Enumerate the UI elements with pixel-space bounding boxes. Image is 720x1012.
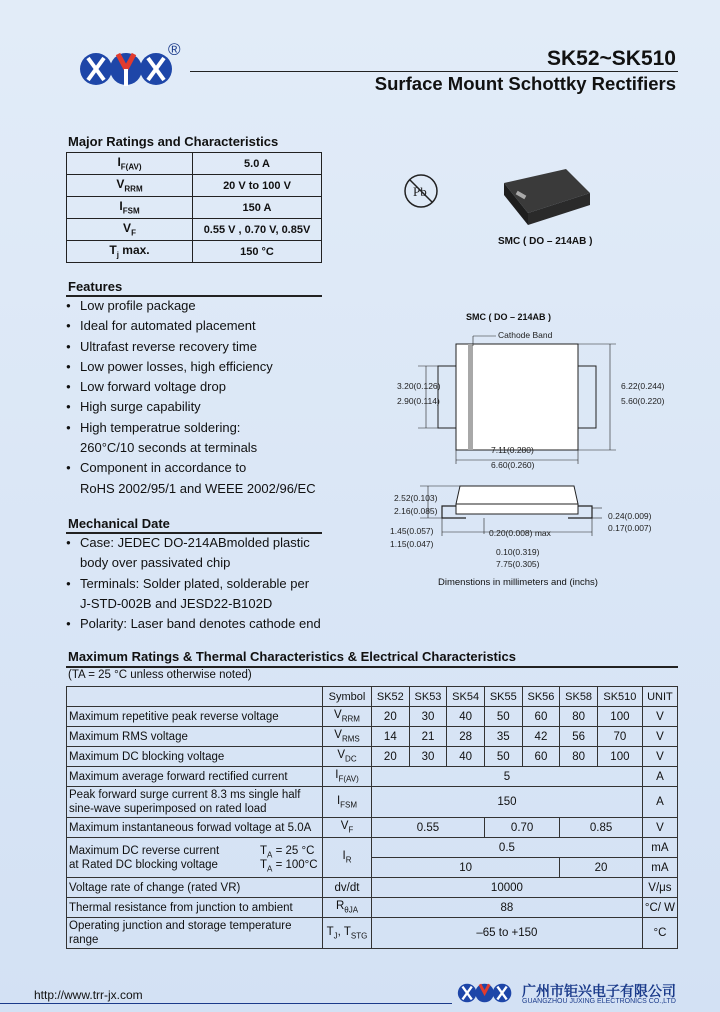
table-row: Maximum average forward rectified current $I_{F(AV)}$ 5 A <box>67 767 678 787</box>
list-item: body over passivated chip <box>80 555 231 571</box>
footer-rule <box>0 1003 452 1004</box>
major-row: $I_{F(AV)}$ 5.0 A <box>67 153 322 175</box>
list-item: ● Low forward voltage drop <box>66 377 316 397</box>
table-row: Peak forward surge current 8.3 ms single half sine-wave superimposed on rated load $I_{FSM}$ 150 A <box>67 787 678 818</box>
package-photo-icon <box>496 163 596 231</box>
list-item: 260°C/10 seconds at terminals <box>80 440 258 456</box>
list-item: ● Terminals: Solder plated, solderable per <box>66 574 321 594</box>
dim-t2: 2.16(0.085) <box>394 506 438 516</box>
table-row: 10 20 mA <box>67 858 678 878</box>
table-row: Maximum RMS voltage $V_{RMS}$ 14 21 28 35 42 56 70 V <box>67 727 678 747</box>
table-row: Maximum DC reverse current $T_A = 25$ °C at Rated DC blocking voltage $T_A = 100^\circ C$ $I_R$ 0.5 mA <box>67 838 678 858</box>
table-row: Maximum instantaneous forwad voltage at 5.0A $V_F$ 0.55 0.70 0.85 V <box>67 818 678 838</box>
registered-mark: ® <box>168 40 181 59</box>
svg-text:Pb: Pb <box>413 184 427 199</box>
footer-company-en: GUANGZHOU JUXING ELECTRONICS CO.,LTD <box>522 998 676 1005</box>
dim-w2: 5.60(0.220) <box>621 396 665 406</box>
dim-lead2: 1.15(0.047) <box>390 539 434 549</box>
list-item: ● Case: JEDEC DO-214ABmolded plastic <box>66 533 321 553</box>
dimension-note: Dimenstions in millimeters and (inchs) <box>438 577 598 588</box>
list-item: ● High temperatrue soldering: <box>66 418 316 438</box>
mechanical-list <box>66 533 321 634</box>
table-row: Operating junction and storage temperature range $T_J$, $T_{STG}$ –65 to +150 °C <box>67 918 678 949</box>
dim-thk1: 0.24(0.009) <box>608 511 652 521</box>
major-row: $I_{FSM}$ 150 A <box>67 197 322 219</box>
mechanical-title: Mechanical Date <box>68 516 170 531</box>
list-item: J-STD-002B and JESD22-B102D <box>80 595 273 611</box>
table-row: Voltage rate of change (rated VR) dv/dt 10000 V/μs <box>67 878 678 898</box>
dim-tot2: 7.75(0.305) <box>496 559 540 569</box>
dim-thk2: 0.17(0.007) <box>608 523 652 533</box>
page-subtitle: Surface Mount Schottky Rectifiers <box>374 73 676 94</box>
dim-len1: 7.11(0.280) <box>491 445 534 455</box>
page-title: SK52~SK510 <box>546 47 676 70</box>
table-row: Maximum DC blocking voltage $V_{DC}$ 20 30 40 50 60 80 100 V <box>67 747 678 767</box>
table-row: Maximum repetitive peak reverse voltage $V_{RRM}$ 20 30 40 50 60 80 100 V <box>67 707 678 727</box>
dim-w1: 6.22(0.244) <box>621 381 665 391</box>
major-row: $T_j$ max. 150 °C <box>67 241 322 263</box>
drawing-title: SMC ( DO – 214AB ) <box>466 312 552 322</box>
list-item: ● High surge capability <box>66 397 316 417</box>
major-row: $V_{RRM}$ 20 V to 100 V <box>67 175 322 197</box>
major-ratings-title: Major Ratings and Characteristics <box>68 134 279 149</box>
dim-tot1: 0.10(0.319) <box>496 547 540 557</box>
list-item: ● Ultrafast reverse recovery time <box>66 337 316 357</box>
list-item: ● Low profile package <box>66 296 316 316</box>
major-row: $V_F$ 0.55 V , 0.70 V, 0.85V <box>67 219 322 241</box>
dim-len2: 6.60(0.260) <box>491 460 535 470</box>
footer-logo-icon <box>452 978 516 1008</box>
electrical-rule <box>66 666 678 668</box>
list-item: ● Low power losses, high efficiency <box>66 357 316 377</box>
electrical-table <box>66 686 678 949</box>
company-logo-icon <box>70 44 180 94</box>
list-item: ● Polarity: Laser band denotes cathode end <box>66 614 321 634</box>
header-rule <box>190 71 678 72</box>
dim-t1: 2.52(0.103) <box>394 493 438 503</box>
list-item: ● Component in accordance to <box>66 458 316 478</box>
footer-company-cn: 广州市钜兴电子有限公司 <box>522 983 676 999</box>
pb-free-icon <box>402 172 440 210</box>
footer-url-link[interactable]: http://www.trr-jx.com <box>34 988 143 1002</box>
list-item: RoHS 2002/95/1 and WEEE 2002/96/EC <box>80 480 316 496</box>
features-list <box>66 296 316 499</box>
cathode-band-label: Cathode Band <box>498 330 553 340</box>
dim-h2: 2.90(0.114) <box>397 396 440 406</box>
dim-h1: 3.20(0.126) <box>397 381 441 391</box>
electrical-title: Maximum Ratings & Thermal Characteristics & Electrical Characteristics <box>68 649 516 664</box>
major-ratings-table <box>66 152 322 263</box>
dim-min: 0.20(0.008) max <box>489 528 551 538</box>
table-row: Thermal resistance from junction to ambient $R_{\theta JA}$ 88 °C/ W <box>67 898 678 918</box>
package-caption: SMC ( DO – 214AB ) <box>498 236 593 247</box>
list-item: ● Ideal for automated placement <box>66 316 316 336</box>
dim-lead1: 1.45(0.057) <box>390 526 434 536</box>
electrical-note: (TA = 25 °C unless otherwise noted) <box>68 669 252 681</box>
table-header-row: Symbol SK52 SK53 SK54 SK55 SK56 SK58 SK510 UNIT <box>67 687 678 707</box>
features-title: Features <box>68 279 123 294</box>
